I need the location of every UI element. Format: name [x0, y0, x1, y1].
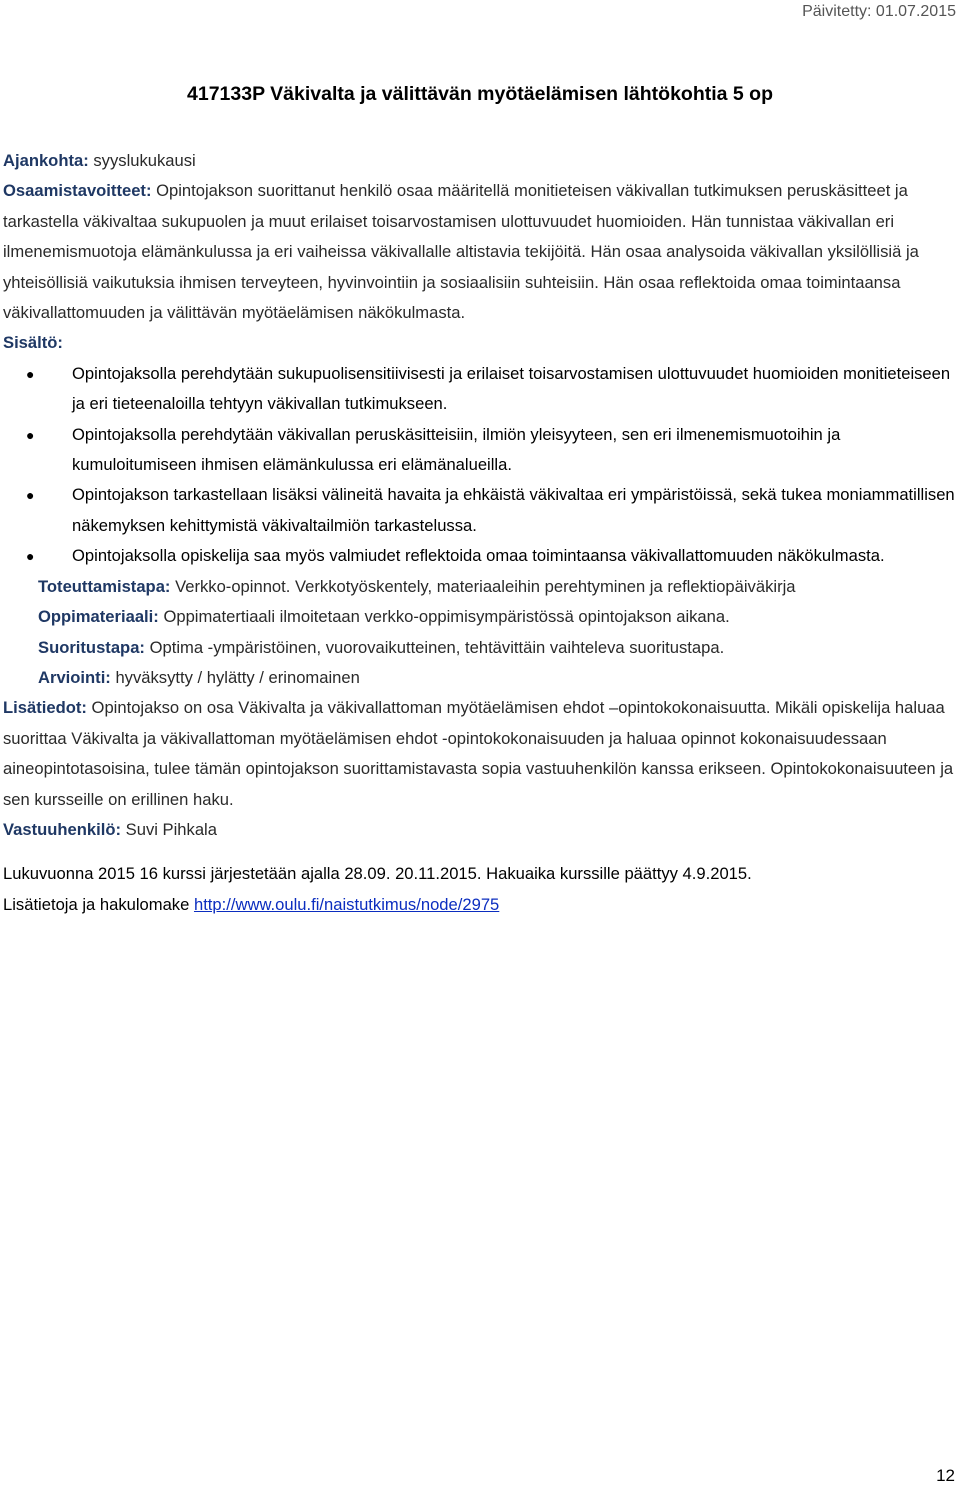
- list-item: [26, 359, 957, 420]
- ajankohta-row: [3, 146, 957, 176]
- lisatiedot-row: [3, 693, 957, 815]
- list-item-text: Opintojaksolla perehdytään väkivallan peruskäsitteisiin, ilmiön yleisyyteen, sen eri ilmenemismuotoihin ja kumuloitumiseen ihmisen elämänkulussa eri elämänalueilla.: [72, 424, 841, 475]
- link-prefix: Lisätietoja ja hakulomake: [3, 894, 190, 914]
- sisalto-row: [3, 328, 957, 358]
- bullet-icon: ●: [26, 487, 35, 504]
- sisalto-list: [3, 359, 957, 572]
- spacer: [3, 845, 957, 859]
- bullet-icon: ●: [26, 426, 35, 443]
- osaamistavoitteet-row: [3, 176, 957, 328]
- vastuuhenkilo-row: [3, 815, 957, 845]
- toteuttamistapa-value: Verkko-opinnot. Verkkotyöskentely, materiaaleihin perehtyminen ja reflektiopäiväkirja: [175, 576, 796, 596]
- ajankohta-label: Ajankohta:: [3, 151, 89, 170]
- suoritustapa-value: Optima -ympäristöinen, vuorovaikutteinen, tehtävittäin vaihteleva suoritustapa.: [149, 637, 725, 657]
- updated-date: Päivitetty: 01.07.2015: [802, 3, 956, 20]
- application-link[interactable]: http://www.oulu.fi/naistutkimus/node/2975: [193, 894, 500, 914]
- application-info: [3, 890, 957, 920]
- list-item-text: Opintojakson tarkastellaan lisäksi välineitä havaita ja ehkäistä väkivaltaa eri ympäristöissä, sekä tukea moniammatillisen näkemyksen kehittymistä väkivaltailmiön tarkastelussa.: [72, 485, 955, 535]
- suoritustapa-label: Suoritustapa:: [38, 637, 145, 657]
- list-item: [26, 480, 957, 541]
- osaamistavoitteet-value: Opintojakson suorittanut henkilö osaa määritellä monitieteisen väkivallan tutkimuksen peruskäsitteet ja tarkastella väkivaltaa sukupuolen ja muut erilaiset toisarvostamisen ulottuvuudet huomioiden. Hän tunnistaa väkivallan eri ilmenemismuotoja elämänkulussa ja eri vaiheissa väkivallalle altistavia tekijöitä. Hän osaa analysoida väkivallan yksilöllisiä ja yhteisöllisiä vaikutuksia ihmisen terveyteen, hyvinvointiin ja sosiaalisiin suhteisiin. Hän osaa reflektoida omaa toimintaansa väkivallattomuuden ja välittävän myötäelämisen näkökulmasta.: [3, 181, 919, 323]
- arviointi-value: hyväksytty / hylätty / erinomainen: [115, 667, 360, 687]
- list-item: [26, 420, 957, 481]
- toteuttamistapa-row: [3, 572, 957, 602]
- oppimateriaali-row: [3, 602, 957, 632]
- ajankohta-value: syyslukukausi: [93, 151, 196, 170]
- arviointi-row: [3, 663, 957, 693]
- list-item-text: Opintojaksolla perehdytään sukupuolisensitiivisesti ja erilaiset toisarvostamisen ulottuvuudet huomioiden monitieteiseen ja eri tieteenaloilla tehtyyn väkivallan tutkimukseen.: [72, 363, 951, 414]
- oppimateriaali-label: Oppimateriaali:: [38, 607, 159, 627]
- page-number: 12: [936, 1466, 955, 1485]
- sisalto-label: Sisältö:: [3, 333, 63, 353]
- suoritustapa-row: [3, 633, 957, 663]
- list-item: [26, 541, 957, 571]
- lisatiedot-label: Lisätiedot:: [3, 698, 87, 718]
- list-item-text: Opintojaksolla opiskelija saa myös valmiudet reflektoida omaa toimintaansa väkivallattomuuden näkökulmasta.: [72, 546, 885, 566]
- vastuuhenkilo-value: Suvi Pihkala: [125, 819, 217, 839]
- schedule-notice: Lukuvuonna 2015 16 kurssi järjestetään ajalla 28.09. 20.11.2015. Hakuaika kurssille päättyy 4.9.2015.: [3, 864, 752, 884]
- bullet-icon: ●: [26, 548, 35, 565]
- course-description: [3, 146, 957, 920]
- vastuuhenkilo-label: Vastuuhenkilö:: [3, 819, 122, 839]
- bullet-icon: ●: [26, 365, 35, 382]
- oppimateriaali-value: Oppimatertiaali ilmoitetaan verkko-oppimisympäristössä opintojakson aikana.: [163, 607, 730, 627]
- toteuttamistapa-label: Toteuttamistapa:: [38, 576, 171, 596]
- lisatiedot-value: Opintojakso on osa Väkivalta ja väkivallattoman myötäelämisen ehdot –opintokokonaisuutta. Mikäli opiskelija haluaa suorittaa Väkivalta ja väkivallattoman myötäelämisen ehdot -opintokokonaisuuden ja haluaa opinnot kokonaisuudessaan aineopintotasoisina, tulee tämän opintojakson suorittamistavasta sopia vastuuhenkilön kanssa erikseen. Opintokokonaisuuteen ja sen kursseille on erillinen haku.: [3, 698, 954, 809]
- course-title: 417133P Väkivalta ja välittävän myötäelämisen lähtökohtia 5 op: [187, 83, 773, 105]
- arviointi-label: Arviointi:: [38, 667, 111, 687]
- osaamistavoitteet-label: Osaamistavoitteet:: [3, 181, 152, 201]
